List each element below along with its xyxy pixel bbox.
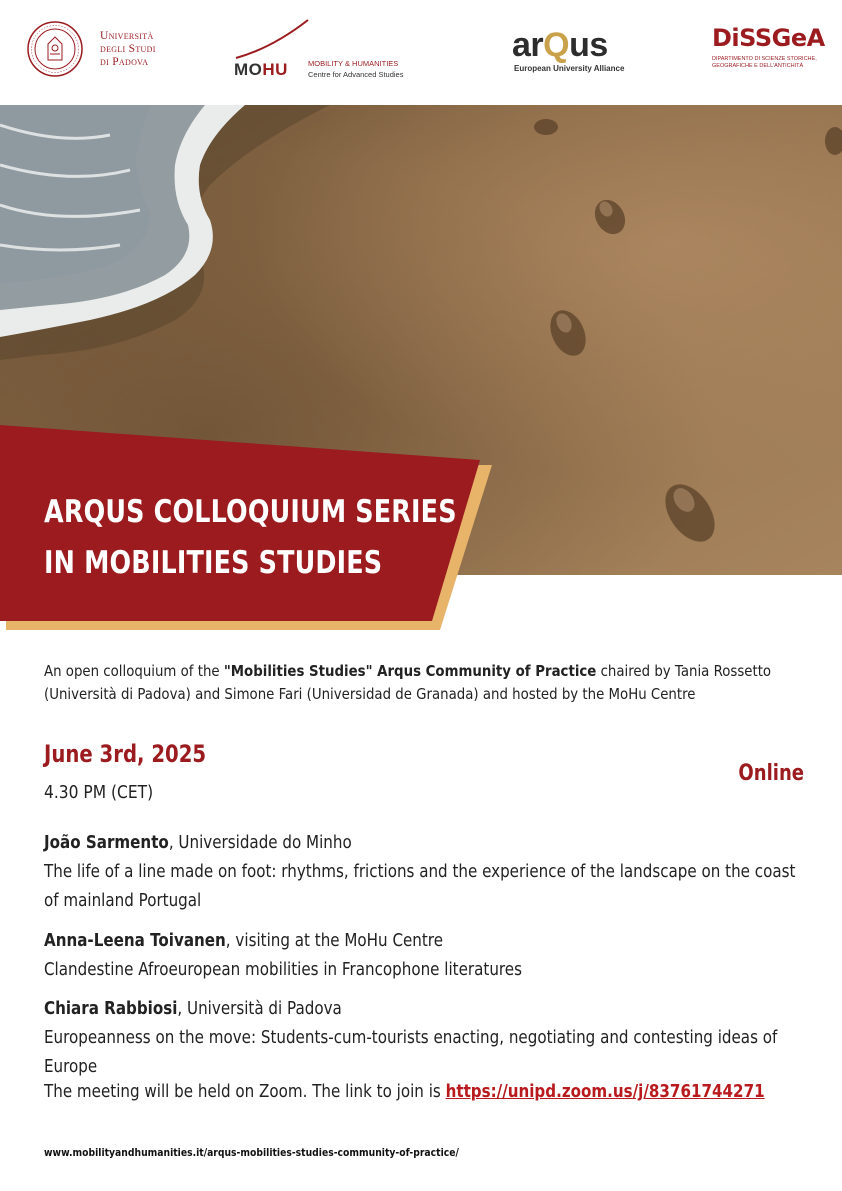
talk-speaker-line <box>44 994 804 1023</box>
unipd-seal-icon <box>26 20 84 78</box>
unipd-name-line: Università <box>100 30 154 42</box>
mohu-subtitle <box>308 58 403 80</box>
talk-speaker: João Sarmento <box>44 832 169 853</box>
title-banner <box>0 425 500 640</box>
arqus-word-ar: ar <box>512 26 544 64</box>
intro-text: An open colloquium of the <box>44 662 224 680</box>
mohu-sub-line1: MOBILITY & HUMANITIES <box>308 59 399 68</box>
talk-item <box>44 994 804 1081</box>
zoom-link[interactable]: https://unipd.zoom.us/j/83761744271 <box>445 1081 765 1102</box>
disgea-wordmark: DiSSGeA <box>712 24 825 52</box>
footer-url[interactable]: www.mobilityandhumanities.it/arqus-mobilities-studies-community-of-practice/ <box>44 1146 459 1159</box>
talk-speaker-line <box>44 828 804 857</box>
disgea-subtitle: DIPARTIMENTO DI SCIENZE STORICHE, GEOGRAFICHE E DELL'ANTICHITÀ <box>712 56 817 69</box>
arqus-wordmark <box>512 26 608 64</box>
banner-title <box>44 487 457 589</box>
talk-speaker: Anna-Leena Toivanen <box>44 930 226 951</box>
mohu-word-hu: HU <box>262 60 288 79</box>
mohu-logo <box>232 18 432 84</box>
intro-text-rest: chaired by Tania Rossetto (Università di Padova) and Simone Fari (Universidad de Granada) and hosted by the MoHu Centre <box>44 662 772 703</box>
intro-paragraph <box>44 660 822 706</box>
talk-title: Europeanness on the move: Students-cum-tourists enacting, negotiating and contesting ideas of Europe <box>44 1027 778 1077</box>
unipd-logo <box>26 20 166 80</box>
unipd-name-line: degli Studi <box>100 43 156 55</box>
intro-community-name: "Mobilities Studies" Arqus Community of Practice <box>223 662 597 680</box>
event-mode: Online <box>738 761 804 786</box>
arqus-word-us: us <box>569 26 608 64</box>
talk-title: Clandestine Afroeuropean mobilities in Francophone literatures <box>44 959 522 980</box>
talk-title: The life of a line made on foot: rhythms, frictions and the experience of the landscape on the coast of mainland Portugal <box>44 861 796 911</box>
arqus-word-q: Q <box>543 26 570 64</box>
mohu-sub-line2: Centre for Advanced Studies <box>308 70 404 79</box>
talk-affiliation: , visiting at the MoHu Centre <box>225 930 443 951</box>
mohu-wordmark <box>234 60 288 80</box>
talk-speaker-line <box>44 926 804 955</box>
talk-item <box>44 926 804 984</box>
mohu-word-mo: MO <box>234 60 263 79</box>
zoom-info <box>44 1081 765 1102</box>
mohu-arc-icon <box>232 18 312 62</box>
header-logos <box>0 0 842 105</box>
event-date: June 3rd, 2025 <box>44 740 207 768</box>
talk-item <box>44 828 804 915</box>
arqus-logo <box>512 26 632 78</box>
unipd-name-line: di Padova <box>100 56 149 68</box>
disgea-logo <box>712 24 825 76</box>
talk-affiliation: , Universidade do Minho <box>168 832 352 853</box>
talk-speaker: Chiara Rabbiosi <box>44 998 178 1019</box>
banner-title-line2: IN MOBILITIES STUDIES <box>44 545 383 581</box>
unipd-name <box>100 30 156 69</box>
zoom-text: The meeting will be held on Zoom. The link to join is <box>44 1081 446 1102</box>
talk-affiliation: , Università di Padova <box>177 998 342 1019</box>
arqus-subtitle: European University Alliance <box>514 64 625 73</box>
banner-title-line1: ARQUS COLLOQUIUM SERIES <box>44 494 457 530</box>
event-time: 4.30 PM (CET) <box>44 782 154 803</box>
